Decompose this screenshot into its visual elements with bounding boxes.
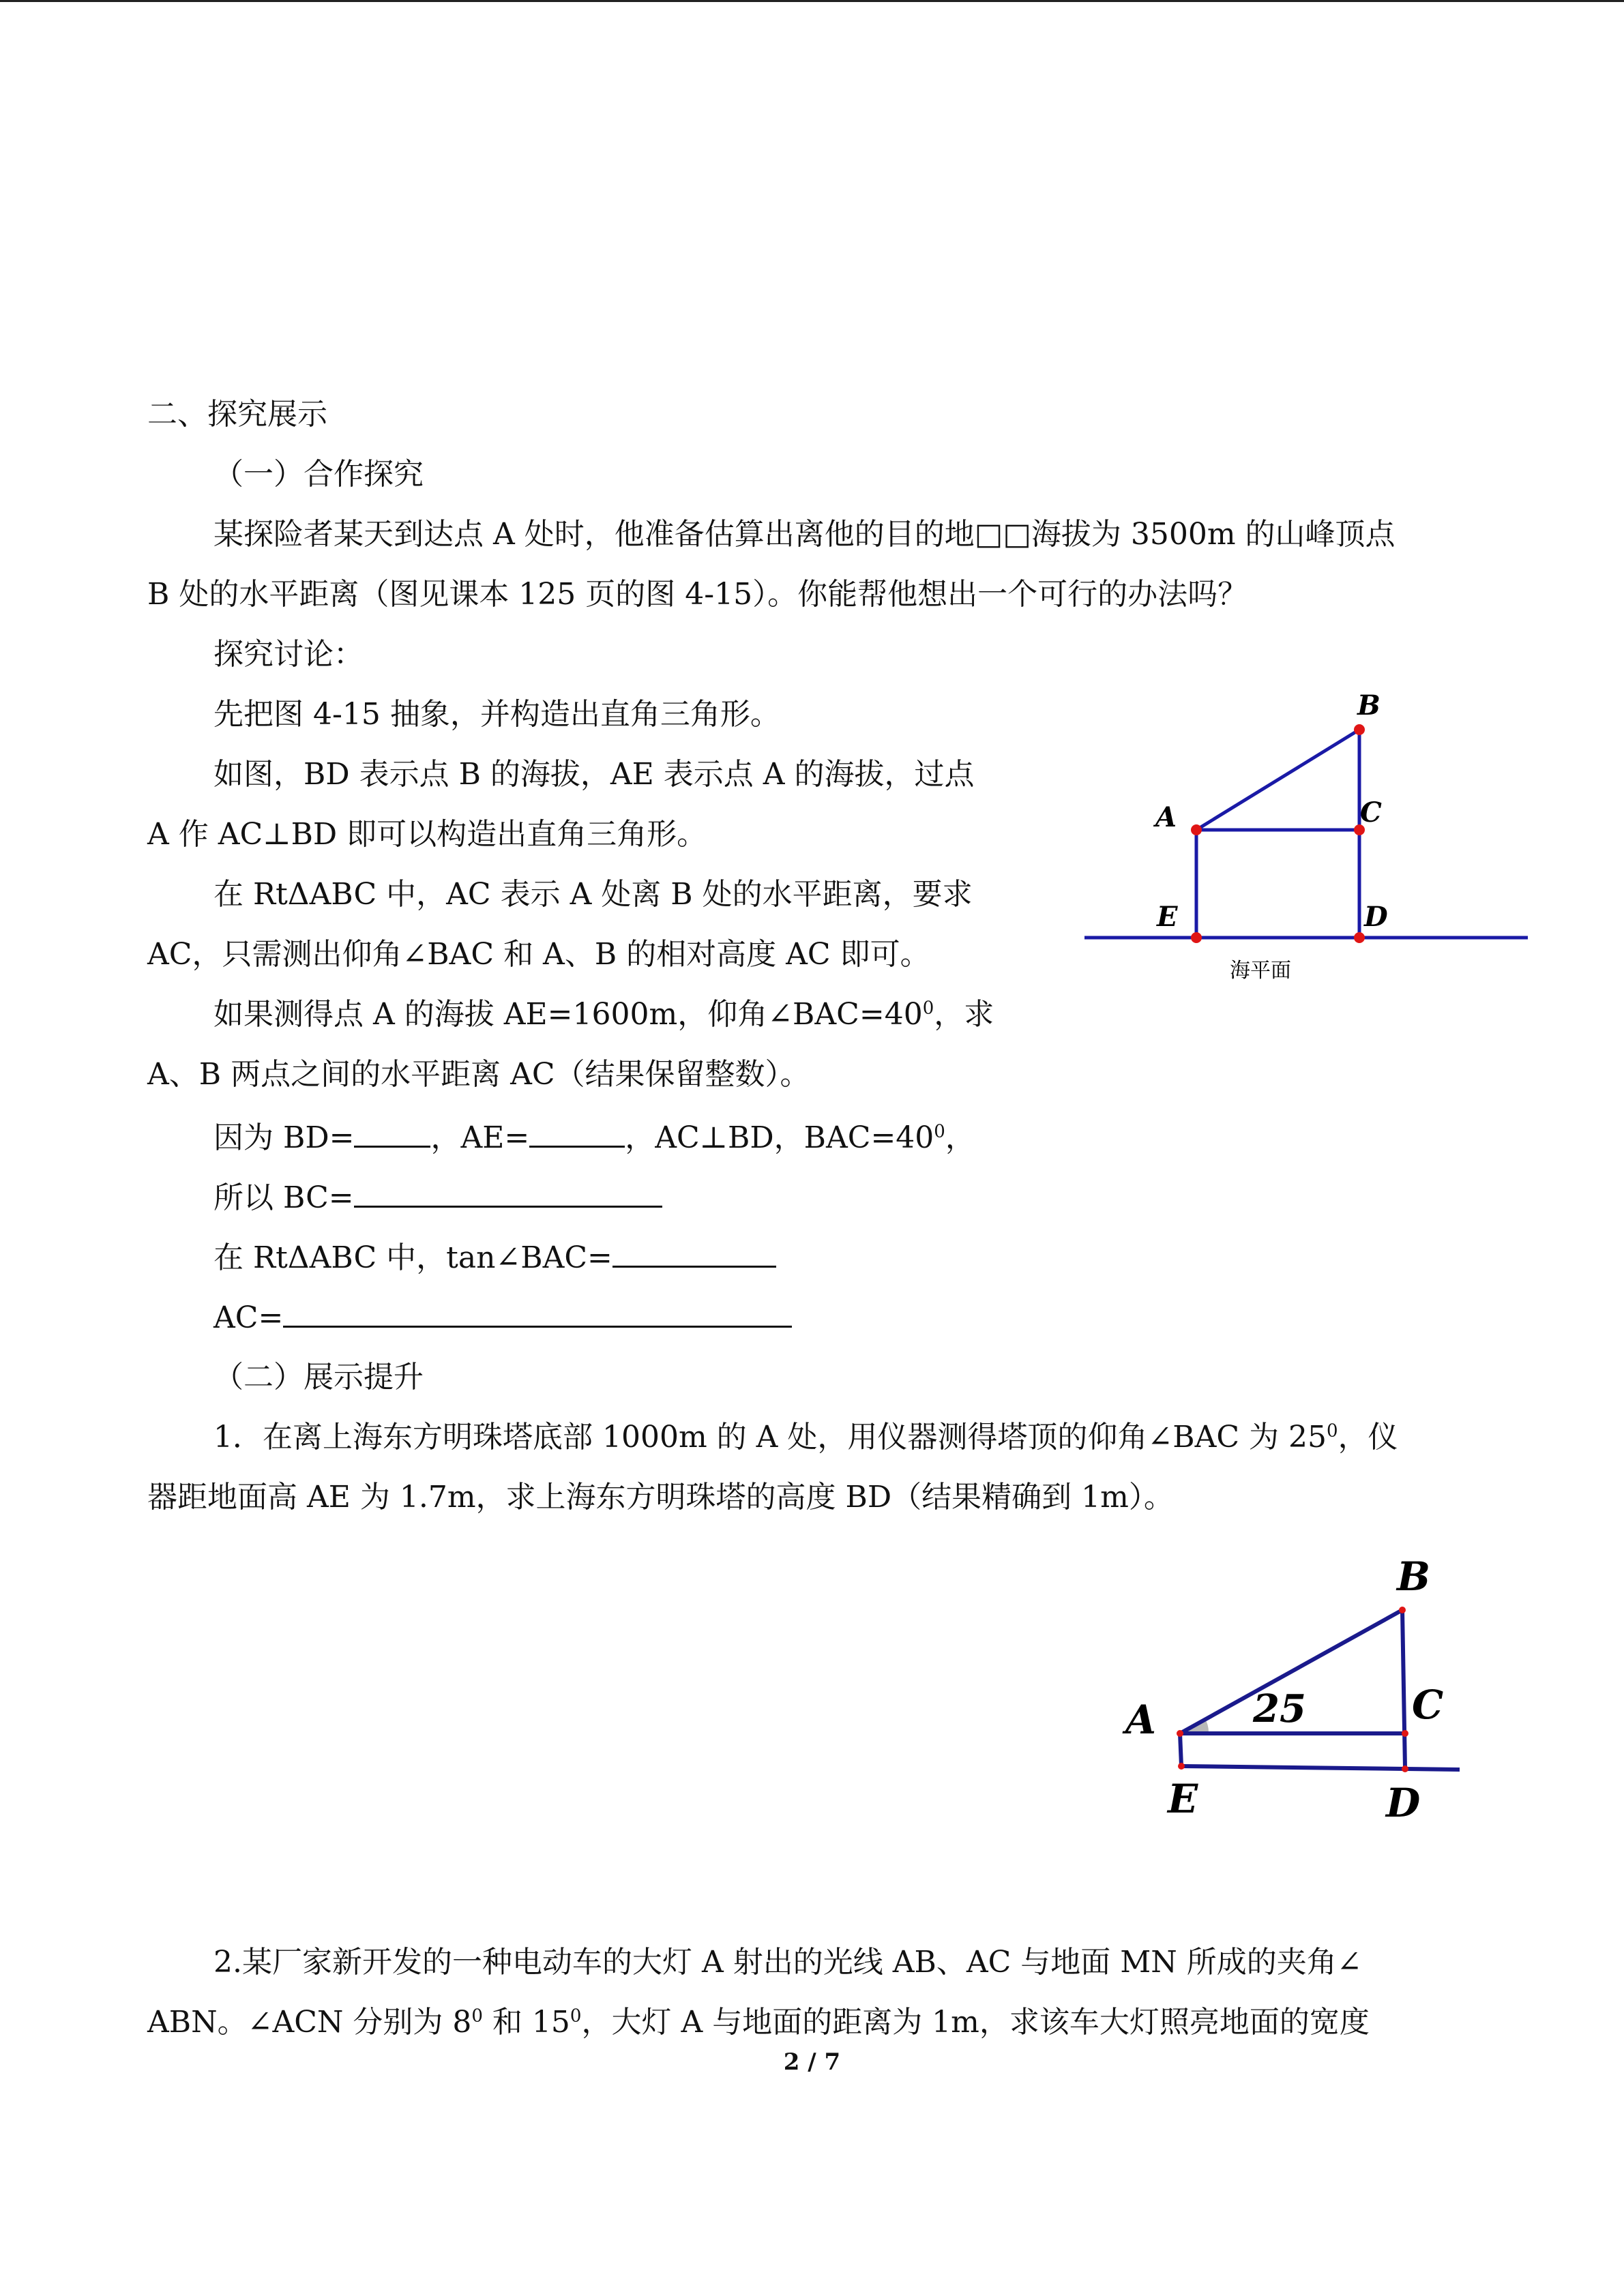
degree-sup: 0: [1327, 1420, 1338, 1442]
q2-text-b: 和 15: [482, 2005, 570, 2040]
step4-line1: [213, 996, 994, 1034]
tan-text: 在 RtΔABC 中，tan∠BAC=: [213, 1240, 612, 1275]
q1-line1: [213, 1418, 1398, 1457]
point-d: [1402, 1765, 1408, 1772]
label-a: A: [1125, 1697, 1157, 1743]
bd-blank[interactable]: [354, 1118, 430, 1148]
step3-line1: 在 RtΔABC 中，AC 表示 A 处离 B 处的水平距离，要求: [213, 877, 973, 912]
q2-line2: [147, 2003, 1370, 2042]
q1-line2: 器距地面高 AE 为 1.7m，求上海东方明珠塔的高度 BD（结果精确到 1m）。: [147, 1480, 1174, 1515]
discussion-label: 探究讨论：: [213, 637, 364, 672]
section-title: 二、探究展示: [147, 397, 327, 432]
step4-text-a: 如果测得点 A 的海拔 AE=1600m，仰角∠BAC=40: [213, 997, 923, 1032]
line-bd: [1402, 1610, 1405, 1768]
ac-blank[interactable]: [283, 1298, 792, 1328]
tan-blank[interactable]: [612, 1238, 776, 1268]
point-e: [1178, 1763, 1185, 1770]
ae-blank[interactable]: [529, 1118, 625, 1148]
q2-line1: 2.某厂家新开发的一种电动车的大灯 A 射出的光线 AB、AC 与地面 MN 所成的夹角∠: [213, 1945, 1362, 1980]
label-c: C: [1360, 796, 1382, 829]
point-b: [1399, 1607, 1406, 1613]
step4-line2: A、B 两点之间的水平距离 AC（结果保留整数）。: [147, 1057, 810, 1092]
label-d: D: [1386, 1780, 1421, 1826]
step3-line2: AC，只需测出仰角∠BAC 和 A、B 的相对高度 AC 即可。: [147, 937, 930, 972]
point-b: [1354, 724, 1365, 735]
subsection-cooperative-title: （一）合作探究: [213, 457, 424, 492]
q1-text-b: ，仪: [1338, 1420, 1398, 1455]
q2-text-c: ，大灯 A 与地面的距离为 1m，求该车大灯照亮地面的宽度: [581, 2005, 1370, 2040]
degree-sup: 0: [471, 2006, 483, 2027]
label-e: E: [1168, 1776, 1198, 1822]
point-c: [1402, 1730, 1408, 1737]
step4-text-b: ，求: [934, 997, 994, 1032]
label-a: A: [1155, 801, 1177, 833]
ground-line: [1183, 1766, 1460, 1770]
angle-label: 25: [1253, 1686, 1306, 1731]
label-d: D: [1364, 901, 1388, 933]
label-b: B: [1357, 689, 1381, 721]
degree-sup: 0: [922, 998, 934, 1019]
point-e: [1191, 932, 1202, 943]
page-number: 2 / 7: [783, 2048, 841, 2076]
degree-sup: 0: [934, 1121, 945, 1142]
because-text-c: ，AC⊥BD，BAC=40: [625, 1120, 934, 1155]
problem-intro-line2: B 处的水平距离（图见课本 125 页的图 4-15）。你能帮他想出一个可行的办法吗？: [147, 577, 1248, 612]
point-a: [1177, 1730, 1183, 1737]
so-bc-line: [213, 1178, 662, 1217]
because-text-d: ，: [945, 1120, 975, 1155]
point-a: [1191, 824, 1202, 835]
because-line: [213, 1118, 975, 1157]
page-top-border: [0, 0, 1624, 2]
ac-line: [213, 1298, 792, 1337]
step1-text: 先把图 4-15 抽象，并构造出直角三角形。: [213, 697, 780, 732]
step2-line1: 如图，BD 表示点 B 的海拔，AE 表示点 A 的海拔，过点: [213, 757, 975, 792]
figure1-triangle-diagram: [1078, 682, 1535, 996]
q2-text-a: ABN。∠ACN 分别为 8: [147, 2005, 472, 2040]
degree-sup: 0: [570, 2006, 582, 2027]
ac-text: AC=: [213, 1300, 284, 1335]
point-d: [1354, 932, 1365, 943]
line-ae: [1180, 1733, 1181, 1766]
tan-line: [213, 1238, 776, 1277]
figure2-tower-diagram: [1112, 1541, 1466, 1841]
caption-sea-level: 海平面: [1230, 959, 1291, 983]
step2-line2: A 作 AC⊥BD 即可以构造出直角三角形。: [147, 817, 707, 852]
label-e: E: [1157, 901, 1178, 933]
problem-intro-line1: 某探险者某天到达点 A 处时，他准备估算出离他的目的地□□海拔为 3500m 的山峰顶点: [213, 517, 1396, 552]
because-text-a: 因为 BD=: [213, 1120, 355, 1155]
q1-text-a: 1．在离上海东方明珠塔底部 1000m 的 A 处，用仪器测得塔顶的仰角∠BAC 为 25: [213, 1420, 1327, 1455]
label-b: B: [1397, 1553, 1431, 1600]
line-ab: [1196, 730, 1359, 830]
bc-blank[interactable]: [354, 1178, 662, 1208]
so-bc-text: 所以 BC=: [213, 1180, 354, 1215]
subsection-presentation-title: （二）展示提升: [213, 1360, 424, 1395]
label-c: C: [1412, 1682, 1444, 1728]
because-text-b: ，AE=: [430, 1120, 530, 1155]
